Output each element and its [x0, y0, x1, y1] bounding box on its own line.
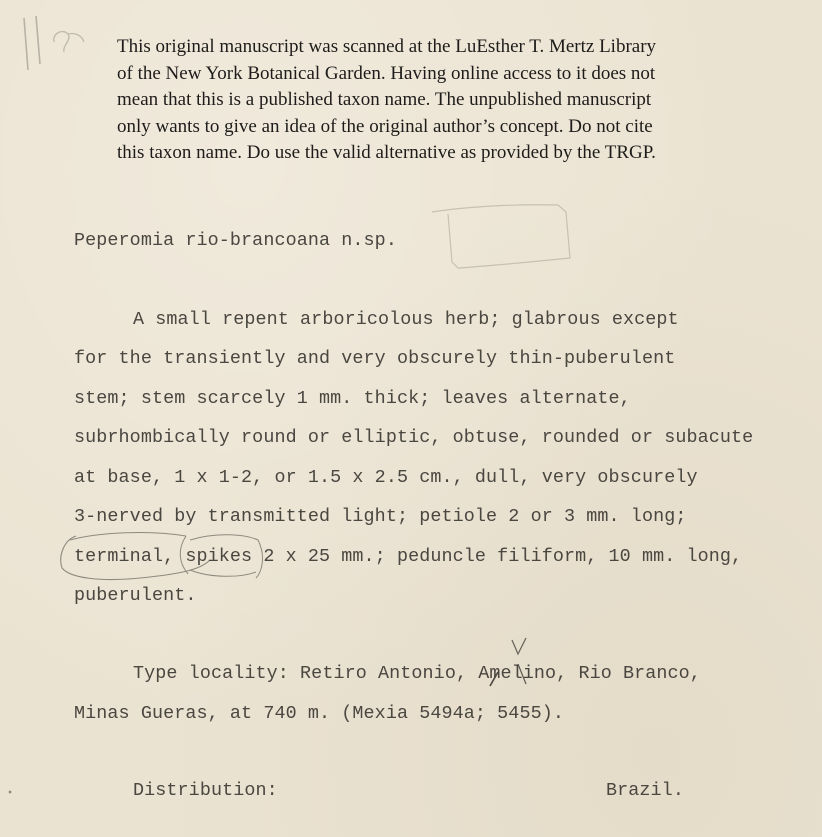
corner-pencil-mark — [18, 12, 98, 92]
notice-line: of the New York Botanical Garden. Having online access to it does not — [117, 62, 656, 84]
species-title: Peperomia rio-brancoana n.sp. — [74, 230, 397, 251]
type-locality-line: Minas Gueras, at 740 m. (Mexia 5494a; 5455). — [74, 703, 564, 724]
description-line: stem; stem scarcely 1 mm. thick; leaves alternate, — [74, 388, 631, 409]
description-line: terminal, spikes 2 x 25 mm.; peduncle filiform, 10 mm. long, — [74, 546, 743, 567]
notice-line: This original manuscript was scanned at the LuEsther T. Mertz Library — [117, 36, 657, 57]
description-line: A small repent arboricolous herb; glabrous except — [133, 309, 679, 330]
description-line: for the transiently and very obscurely thin-puberulent — [74, 348, 676, 369]
type-locality-line: Type locality: Retiro Antonio, Amelino, Rio Branco, — [133, 663, 701, 684]
description-line: subrhombically round or elliptic, obtuse, rounded or subacute — [74, 427, 754, 448]
description-line: 3-nerved by transmitted light; petiole 2 or 3 mm. long; — [74, 506, 687, 527]
distribution-value: Brazil. — [606, 780, 684, 801]
description-line: at base, 1 x 1-2, or 1.5 x 2.5 cm., dull, very obscurely — [74, 467, 698, 488]
notice-line: mean that this is a published taxon name. The unpublished manuscript — [117, 89, 652, 110]
description-line: puberulent. — [74, 585, 197, 606]
scan-notice — [117, 34, 757, 167]
notice-line: only wants to give an idea of the original author’s concept. Do not cite — [117, 115, 653, 137]
notice-line: this taxon name. Do use the valid alternative as provided by the TRGP. — [117, 142, 656, 163]
distribution-label: Distribution: — [133, 780, 278, 801]
pencil-scribble-icon — [18, 12, 98, 92]
